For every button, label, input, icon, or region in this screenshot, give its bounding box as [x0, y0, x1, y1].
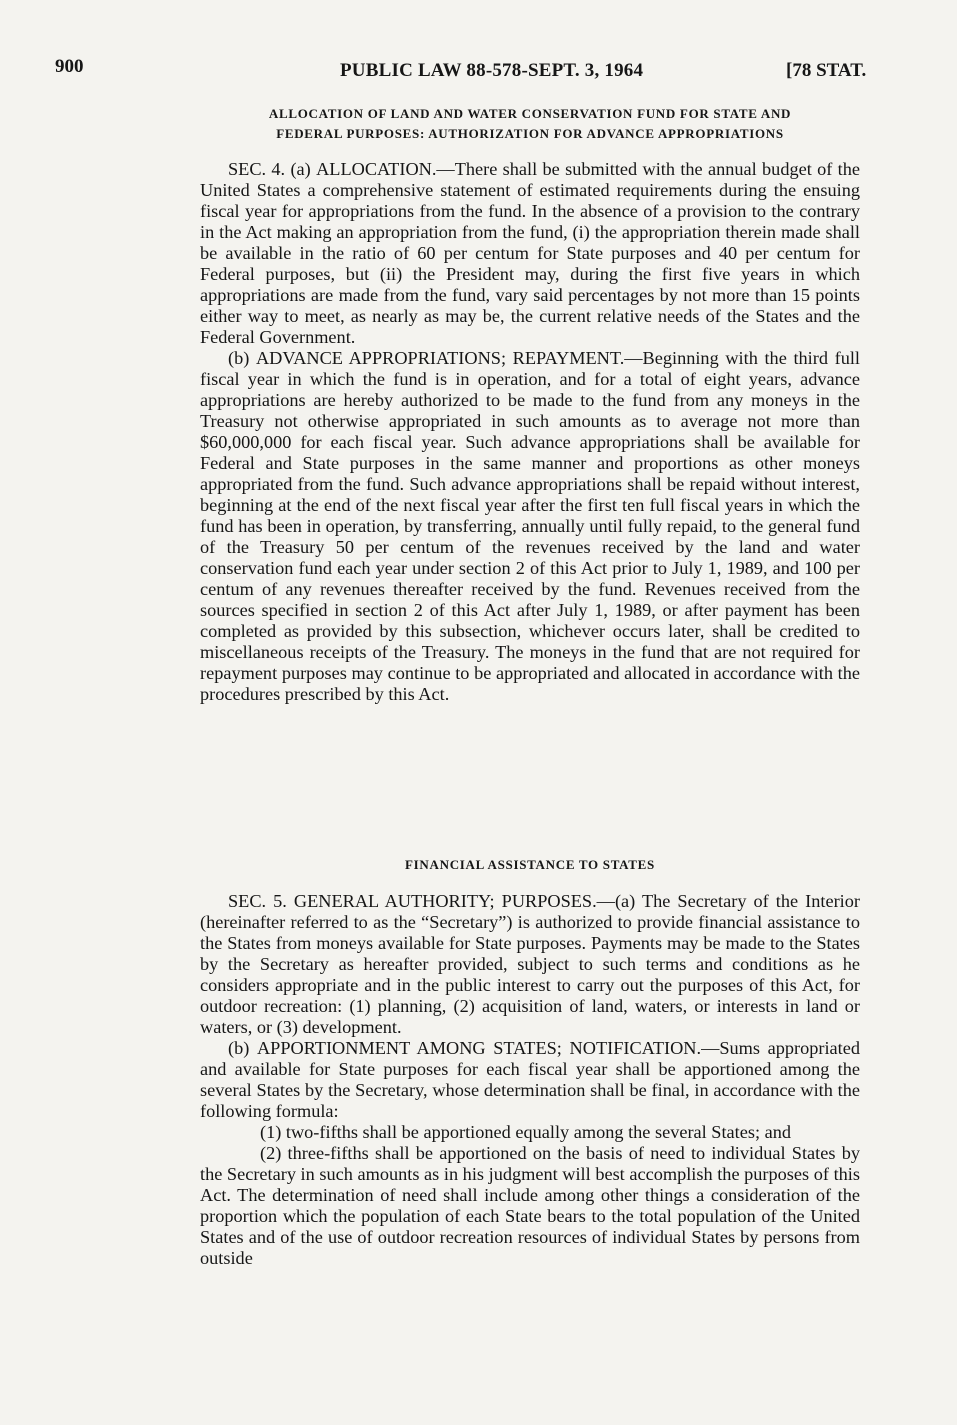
section-5-heading [200, 855, 860, 875]
section-label: (b) [228, 348, 256, 368]
volume-reference: [78 STAT. [786, 60, 867, 81]
section-label: SEC. 5. [228, 891, 294, 911]
paragraph-5b [200, 1038, 860, 1122]
paragraph-caption: GENERAL AUTHORITY; PURPOSES. [293, 891, 597, 911]
section-heading-line: ALLOCATION OF LAND AND WATER CONSERVATION FUND FOR STATE AND [268, 106, 792, 121]
page-number: 900 [55, 56, 84, 77]
paragraph-4a [200, 159, 860, 348]
section-5-body [200, 891, 860, 1269]
section-heading-line: FEDERAL PURPOSES: AUTHORIZATION FOR ADVANCE APPROPRIATIONS [276, 126, 784, 141]
paragraph-4b [200, 348, 860, 705]
paragraph-caption: APPORTIONMENT AMONG STATES; NOTIFICATION. [256, 1038, 702, 1058]
paragraph-text: —There shall be submitted with the annual budget of the United States a comprehensive statement of estimated requirements during the ensuing fiscal year for appropriations from the fund. In the absence of a provision to the contrary in the Act making an appropriation from the fund, (i) the appropriation therein made shall be available in the ratio of 60 per centum for State purposes and 40 per centum for Federal purposes, but (ii) the President may, during the first five years in which appropriations are made from the fund, vary said percentages by not more than 15 points either way to meet, as nearly as may be, the current relative needs of the States and the Federal Government. [200, 159, 861, 347]
formula-item-2: (2) three-fifths shall be apportioned on the basis of need to individual States by the Secretary in such amounts as in his judgment will best accomplish the purposes of this Act. The determination of need shall include among other things a consideration of the proportion which the population of each State bears to the total population of the United States and of the use of outdoor recreation resources of individual States by persons from outside [200, 1143, 860, 1268]
section-4-heading [200, 104, 860, 144]
section-4-body [200, 159, 860, 705]
formula-item-1: (1) two-fifths shall be apportioned equally among the several States; and [260, 1122, 792, 1142]
paragraph-text: —Sums appropriated and available for State purposes for each fiscal year shall be apportioned among the several States by the Secretary, whose determination shall be final, in accordance with the following formula: [200, 1038, 861, 1121]
section-heading: FINANCIAL ASSISTANCE TO STATES [405, 857, 655, 872]
section-label: (b) [228, 1038, 257, 1058]
paragraph-5a [200, 891, 860, 1038]
paragraph-caption: ADVANCE APPROPRIATIONS; REPAYMENT. [255, 348, 625, 368]
paragraph-text: —Beginning with the third full fiscal year in which the fund is in operation, and for a total of eight years, advance appropriations are hereby authorized to be made to the fund from any moneys in the Treasury not otherwise appropriated in such amounts as to average not more than $60,000,000 for each fiscal year. Such advance appropriations shall be available for Federal and State purposes in the same manner and proportions as other moneys appropriated from the fund. Such advance appropriations shall be repaid without interest, beginning at the end of the next fiscal year after the first ten full fiscal years in which the fund has been in operation, by transferring, annually until fully repaid, to the general fund of the Treasury 50 per centum of the revenues received by the land and water conservation fund each year under section 2 of this Act prior to July 1, 1989, and 100 per centum of any revenues thereafter received by the fund. Revenues received from the sources specified in section 2 of this Act after July 1, 1989, or after payment has been completed as provided by this subsection, whichever occurs later, shall be credited to miscellaneous receipts of the Treasury. The moneys in the fund that are not required for repayment purposes may continue to be appropriated and allocated in accordance with the procedures prescribed by this Act. [200, 348, 860, 704]
running-title: PUBLIC LAW 88-578-SEPT. 3, 1964 [340, 60, 644, 81]
paragraph-caption: ALLOCATION. [316, 159, 437, 179]
paragraph-text: —(a) The Secretary of the Interior (hereinafter referred to as the “Secretary”) is authorized to provide financial assistance to the States from moneys available for State purposes. Payments may be made to the States by the Secretary as hereafter provided, subject to such terms and conditions as he considers appropriate and in the public interest to carry out the purposes of this Act, for outdoor recreation: (1) planning, (2) acquisition of land, waters, or interests in land or waters, or (3) development. [200, 891, 860, 1037]
section-label: SEC. 4. (a) [228, 159, 317, 179]
